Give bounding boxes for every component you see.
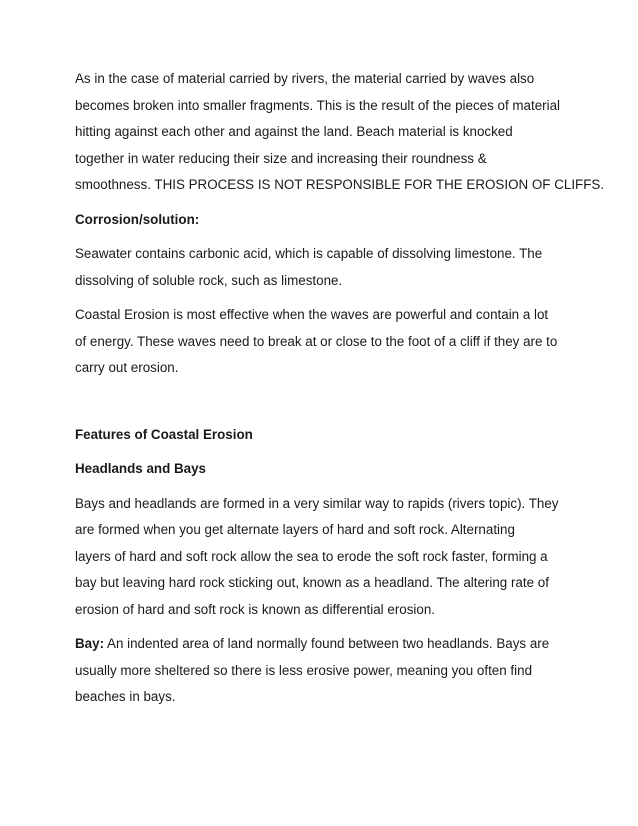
text-line: becomes broken into smaller fragments. This is the result of the pieces of material bbox=[75, 97, 561, 113]
text-line bbox=[75, 631, 575, 658]
definition-text: An indented area of land normally found between two headlands. Bays are bbox=[104, 636, 550, 651]
text-line: smoothness. THIS PROCESS IS NOT RESPONSIBLE FOR THE EROSION OF CLIFFS. bbox=[75, 177, 605, 192]
text-line: beaches in bays. bbox=[75, 689, 176, 704]
text-line: hitting against each other and against the land. Beach material is knocked bbox=[75, 124, 513, 139]
paragraph-seawater bbox=[75, 241, 575, 294]
text-line: erosion of hard and soft rock is known as differential erosion. bbox=[75, 601, 436, 617]
text-line: Coastal Erosion is most effective when the waves are powerful and contain a lot bbox=[75, 307, 549, 322]
document-page bbox=[75, 66, 605, 711]
text-line: together in water reducing their size and increasing their roundness & bbox=[75, 150, 487, 166]
text-line: are formed when you get alternate layers of hard and soft rock. Alternating bbox=[75, 522, 515, 537]
text-line: carry out erosion. bbox=[75, 360, 179, 375]
heading-features: Features of Coastal Erosion bbox=[75, 426, 253, 442]
text-line: layers of hard and soft rock allow the sea to erode the soft rock faster, forming a bbox=[75, 548, 548, 564]
heading-headlands-bays: Headlands and Bays bbox=[75, 461, 206, 476]
text-line: bay but leaving hard rock sticking out, known as a headland. The altering rate of bbox=[75, 575, 549, 590]
text-line: As in the case of material carried by rivers, the material carried by waves also bbox=[75, 71, 535, 86]
text-line: usually more sheltered so there is less erosive power, meaning you often find bbox=[75, 662, 533, 678]
text-line: dissolving of soluble rock, such as limestone. bbox=[75, 272, 343, 288]
paragraph-wave-material bbox=[75, 66, 605, 199]
text-line: Bays and headlands are formed in a very similar way to rapids (rivers topic). They bbox=[75, 495, 559, 511]
term-bay: Bay: bbox=[75, 636, 105, 651]
paragraph-coastal-erosion bbox=[75, 302, 575, 382]
text-line: of energy. These waves need to break at or close to the foot of a cliff if they are to bbox=[75, 333, 558, 349]
text-line: Seawater contains carbonic acid, which is capable of dissolving limestone. The bbox=[75, 246, 543, 261]
paragraph-bays-headlands bbox=[75, 491, 575, 624]
heading-corrosion: Corrosion/solution: bbox=[75, 211, 200, 227]
paragraph-bay-definition bbox=[75, 631, 575, 711]
